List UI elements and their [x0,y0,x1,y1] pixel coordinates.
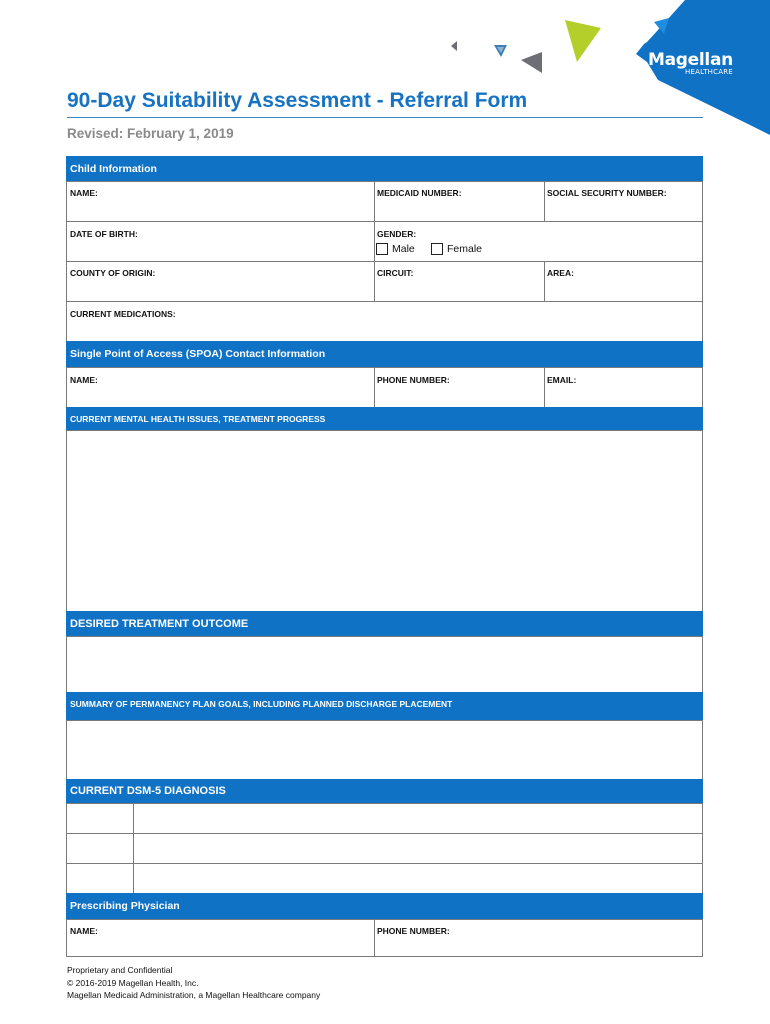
section-desired-outcome [66,611,703,637]
area-label: AREA: [547,268,574,278]
permanency-textarea[interactable] [66,720,703,780]
spoa-name-field[interactable] [66,367,375,408]
county-label: COUNTY OF ORIGIN: [70,268,156,278]
section-mental-health [66,407,703,431]
footer-line: © 2016-2019 Magellan Health, Inc. [67,977,199,988]
gender-label: GENDER: [377,229,417,239]
gender-female-label: Female [447,243,483,255]
section-heading: Single Point of Access (SPOA) Contact Information [70,348,326,360]
section-heading: CURRENT MENTAL HEALTH ISSUES, TREATMENT PROGRESS [70,414,326,424]
spoa-name-label: NAME: [70,375,98,385]
child-name-field[interactable] [66,181,375,222]
medicaid-number-label: MEDICAID NUMBER: [377,188,462,198]
gender-female-checkbox[interactable] [431,243,443,255]
revised-date: Revised: February 1, 2019 [67,126,234,141]
section-child-information [66,156,703,182]
physician-phone-label: PHONE NUMBER: [377,926,450,936]
medications-field[interactable] [66,301,703,342]
spoa-email-field[interactable] [544,367,703,408]
footer-line: Proprietary and Confidential [67,965,173,975]
section-diagnosis [66,779,703,804]
dob-label: DATE OF BIRTH: [70,229,138,239]
diagnosis-desc-field[interactable] [133,803,703,834]
circuit-label: CIRCUIT: [377,268,414,278]
spoa-phone-field[interactable] [374,367,545,408]
diagnosis-desc-field[interactable] [133,863,703,894]
section-spoa [66,341,703,368]
magellan-logo [648,51,733,76]
diagnosis-code-field[interactable] [66,803,134,834]
spoa-phone-label: PHONE NUMBER: [377,375,450,385]
footer [67,964,320,1002]
logo-name: Magellan [648,50,733,70]
diagnosis-code-field[interactable] [66,863,134,894]
medications-label: CURRENT MEDICATIONS: [70,309,176,319]
diagnosis-code-field[interactable] [66,833,134,864]
page-title: 90-Day Suitability Assessment - Referral Form [67,89,528,112]
diagnosis-desc-field[interactable] [133,833,703,864]
physician-name-field[interactable] [66,919,375,957]
physician-name-label: NAME: [70,926,98,936]
section-heading: SUMMARY OF PERMANENCY PLAN GOALS, INCLUDING PLANNED DISCHARGE PLACEMENT [70,699,453,709]
section-heading: DESIRED TREATMENT OUTCOME [70,618,249,630]
child-name-label: NAME: [70,188,98,198]
section-heading: Child Information [70,163,157,175]
title-divider [67,117,703,118]
logo-sub: HEALTHCARE [685,68,733,76]
decor-triangle-blue-icon [493,43,509,59]
desired-outcome-textarea[interactable] [66,636,703,693]
section-heading: CURRENT DSM-5 DIAGNOSIS [70,785,226,797]
gender-male-label: Male [392,243,415,255]
section-physician [66,893,703,920]
section-heading: Prescribing Physician [70,900,180,912]
physician-phone-field[interactable] [374,919,703,957]
section-permanency [66,692,703,721]
mental-health-textarea[interactable] [66,430,703,612]
spoa-email-label: EMAIL: [547,375,577,385]
ssn-label: SOCIAL SECURITY NUMBER: [547,188,667,198]
footer-line: Magellan Medicaid Administration, a Magellan Healthcare company [67,990,321,1000]
gender-field [374,221,703,262]
decor-triangle-small-icon [449,40,459,52]
dob-field[interactable] [66,221,375,262]
decor-triangle-gray-icon [518,50,544,76]
gender-male-checkbox[interactable] [376,243,388,255]
